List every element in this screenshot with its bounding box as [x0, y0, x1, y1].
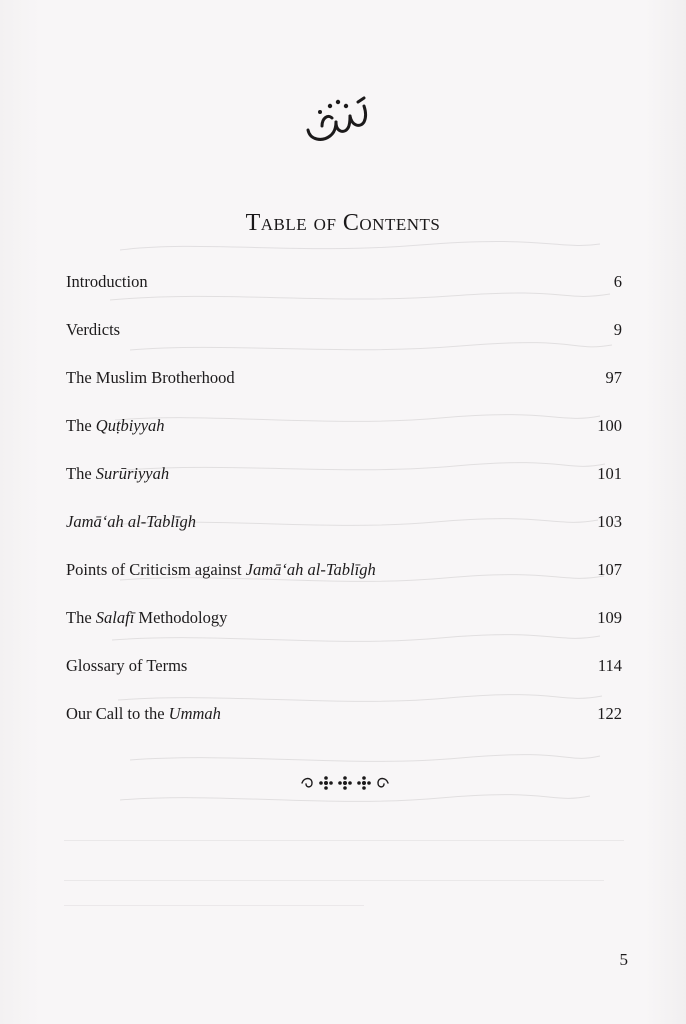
- toc-entry-title: [66, 362, 235, 394]
- toc-title-italic-part: Surūriyyah: [95, 464, 170, 483]
- toc-entry-title: [66, 410, 165, 442]
- toc-entry: [66, 362, 622, 410]
- toc-entry-title: [66, 458, 169, 490]
- toc-title-part: Points of Criticism against: [66, 560, 246, 579]
- toc-entry: [66, 698, 622, 746]
- toc-entry: [66, 266, 622, 314]
- arabic-calligraphy-ornament: [300, 92, 372, 148]
- toc-entry-title: [66, 506, 196, 538]
- toc-title-part: The: [66, 464, 96, 483]
- toc-entry: [66, 602, 622, 650]
- toc-title-part: Introduction: [66, 272, 148, 291]
- toc-entry-page: 107: [597, 560, 622, 579]
- toc-title-part: Verdicts: [66, 320, 121, 339]
- toc-title-part: The: [66, 416, 96, 435]
- toc-entry-title: [66, 554, 376, 586]
- toc-title-part: The Muslim Brotherhood: [66, 368, 235, 387]
- toc-entry-title: [66, 698, 221, 730]
- toc-entry-title: [66, 266, 148, 298]
- toc-entry-page: 122: [597, 704, 622, 723]
- toc-entry-page: 97: [605, 368, 622, 387]
- toc-entry-page: 103: [597, 512, 622, 531]
- toc-entry-page: 101: [597, 464, 622, 483]
- toc-entry-page: 6: [613, 272, 622, 291]
- table-of-contents-list: [66, 266, 622, 746]
- toc-title-part: Methodology: [134, 608, 228, 627]
- toc-entry: [66, 314, 622, 362]
- table-of-contents-heading: Table of Contents: [245, 210, 441, 236]
- toc-entry: [66, 410, 622, 458]
- toc-entry-page: 109: [597, 608, 622, 627]
- toc-entry-title: [66, 650, 187, 682]
- toc-entry-title: [66, 602, 227, 634]
- toc-entry: [66, 554, 622, 602]
- toc-entry-title: [66, 314, 120, 346]
- toc-title-italic-part: Quṭbiyyah: [95, 416, 165, 435]
- toc-title-part: The: [66, 608, 96, 627]
- toc-title-part: Our Call to the: [66, 704, 169, 723]
- floral-divider-ornament: [300, 775, 390, 791]
- toc-title-italic-part: Ummah: [168, 704, 221, 723]
- toc-entry-page: 9: [613, 320, 622, 339]
- page-number: 5: [619, 950, 628, 969]
- toc-title-part: Glossary of Terms: [66, 656, 188, 675]
- toc-title-italic-part: Jamā‘ah al-Tablīgh: [245, 560, 376, 579]
- toc-title-italic-part: Jamā‘ah al-Tablīgh: [66, 512, 197, 531]
- toc-entry: [66, 506, 622, 554]
- toc-title-italic-part: Salafī: [95, 608, 135, 627]
- toc-entry-page: 100: [597, 416, 622, 435]
- toc-entry: [66, 650, 622, 698]
- toc-entry-page: 114: [597, 656, 622, 675]
- toc-entry: [66, 458, 622, 506]
